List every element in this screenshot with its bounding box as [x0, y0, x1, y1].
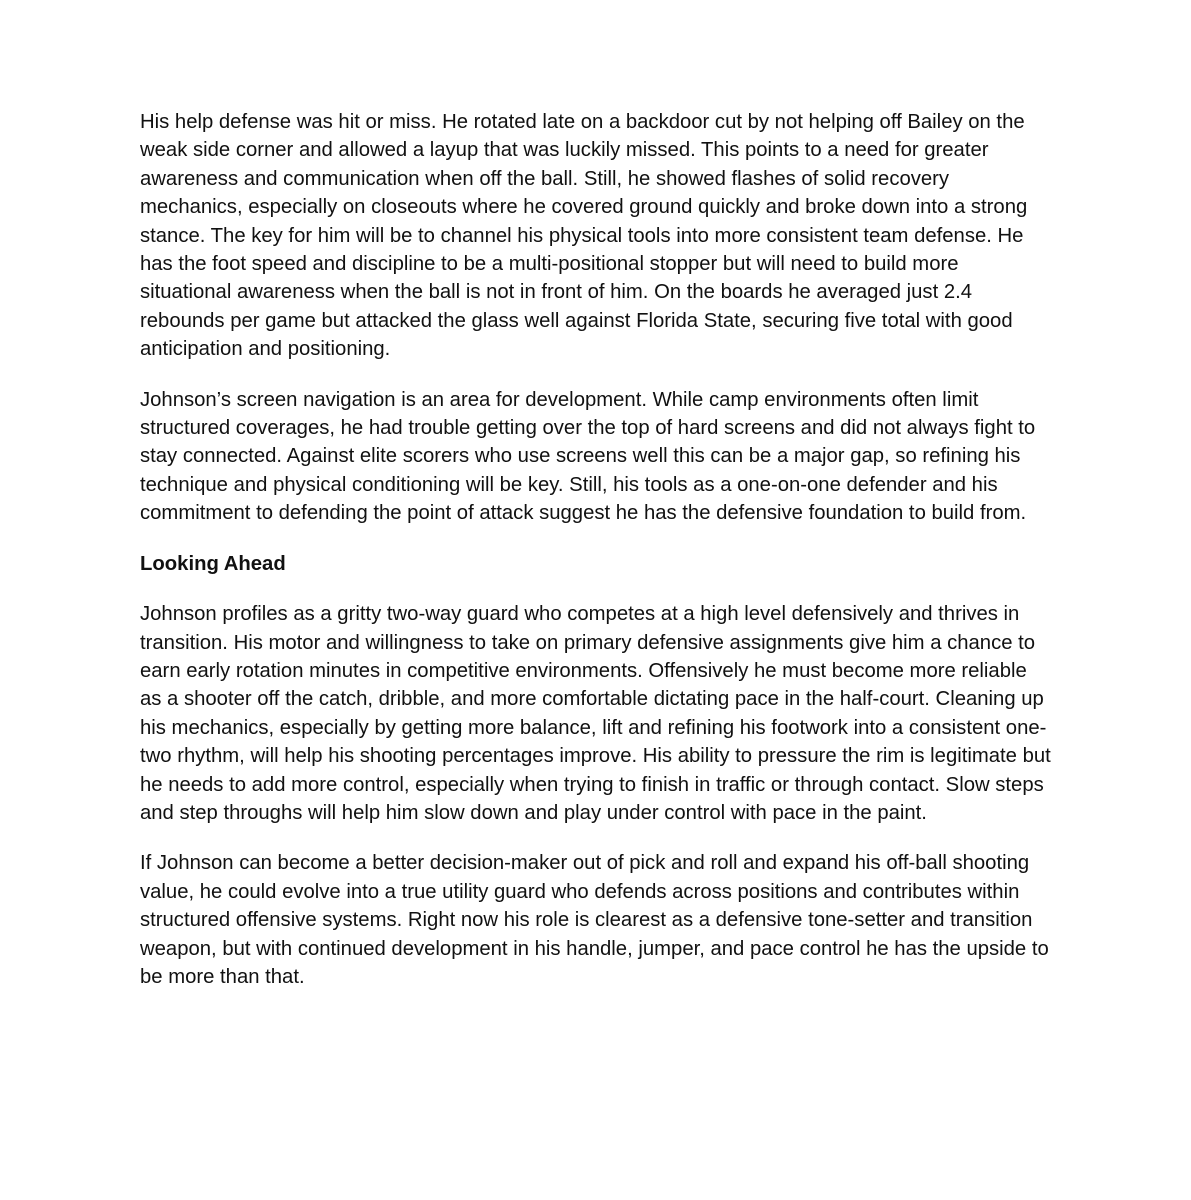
- paragraph-outlook: If Johnson can become a better decision-maker out of pick and roll and expand his off-ball shooting value, he could evolve into a true utility guard who defends across positions and contributes within structured offensive systems. Right now his role is clearest as a defensive tone-setter and transition weapon, but with continued development in his handle, jumper, and pace control he has the upside to be more than that.: [140, 852, 1049, 988]
- paragraph-help-defense: His help defense was hit or miss. He rotated late on a backdoor cut by not helping off Bailey on the weak side corner and allowed a layup that was luckily missed. This points to a need for greater awareness and communication when off the ball. Still, he showed flashes of solid recovery mechanics, especially on closeouts where he covered ground quickly and broke down into a strong stance. The key for him will be to channel his physical tools into more consistent team defense. He has the foot speed and discipline to be a multi-positional stopper but will need to build more situational awareness when the ball is not in front of him. On the boards he averaged just 2.4 rebounds per game but attacked the glass well against Florida State, securing five total with good anticipation and positioning.: [140, 111, 1028, 361]
- paragraph-profile: Johnson profiles as a gritty two-way guard who competes at a high level defensively and thrives in transition. His motor and willingness to take on primary defensive assignments give him a chance to earn early rotation minutes in competitive environments. Offensively he must become more reliable as a shooter off the catch, dribble, and more comfortable dictating pace in the half-court. Cleaning up his mechanics, especially by getting more balance, lift and refining his footwork into a consistent one-two rhythm, will help his shooting percentages improve. His ability to pressure the rim is legitimate but he needs to add more control, especially when trying to finish in traffic or through contact. Slow steps and step throughs will help him slow down and play under control with pace in the paint.: [140, 603, 1051, 824]
- section-heading-looking-ahead: Looking Ahead: [140, 552, 286, 575]
- document-body: [140, 108, 1052, 1013]
- paragraph-screen-navigation: Johnson’s screen navigation is an area for development. While camp environments often limit structured coverages, he had trouble getting over the top of hard screens and did not always fight to stay connected. Against elite scorers who use screens well this can be a major gap, so refining his technique and physical conditioning will be key. Still, his tools as a one-on-one defender and his commitment to defending the point of attack suggest he has the defensive foundation to build from.: [140, 388, 1036, 525]
